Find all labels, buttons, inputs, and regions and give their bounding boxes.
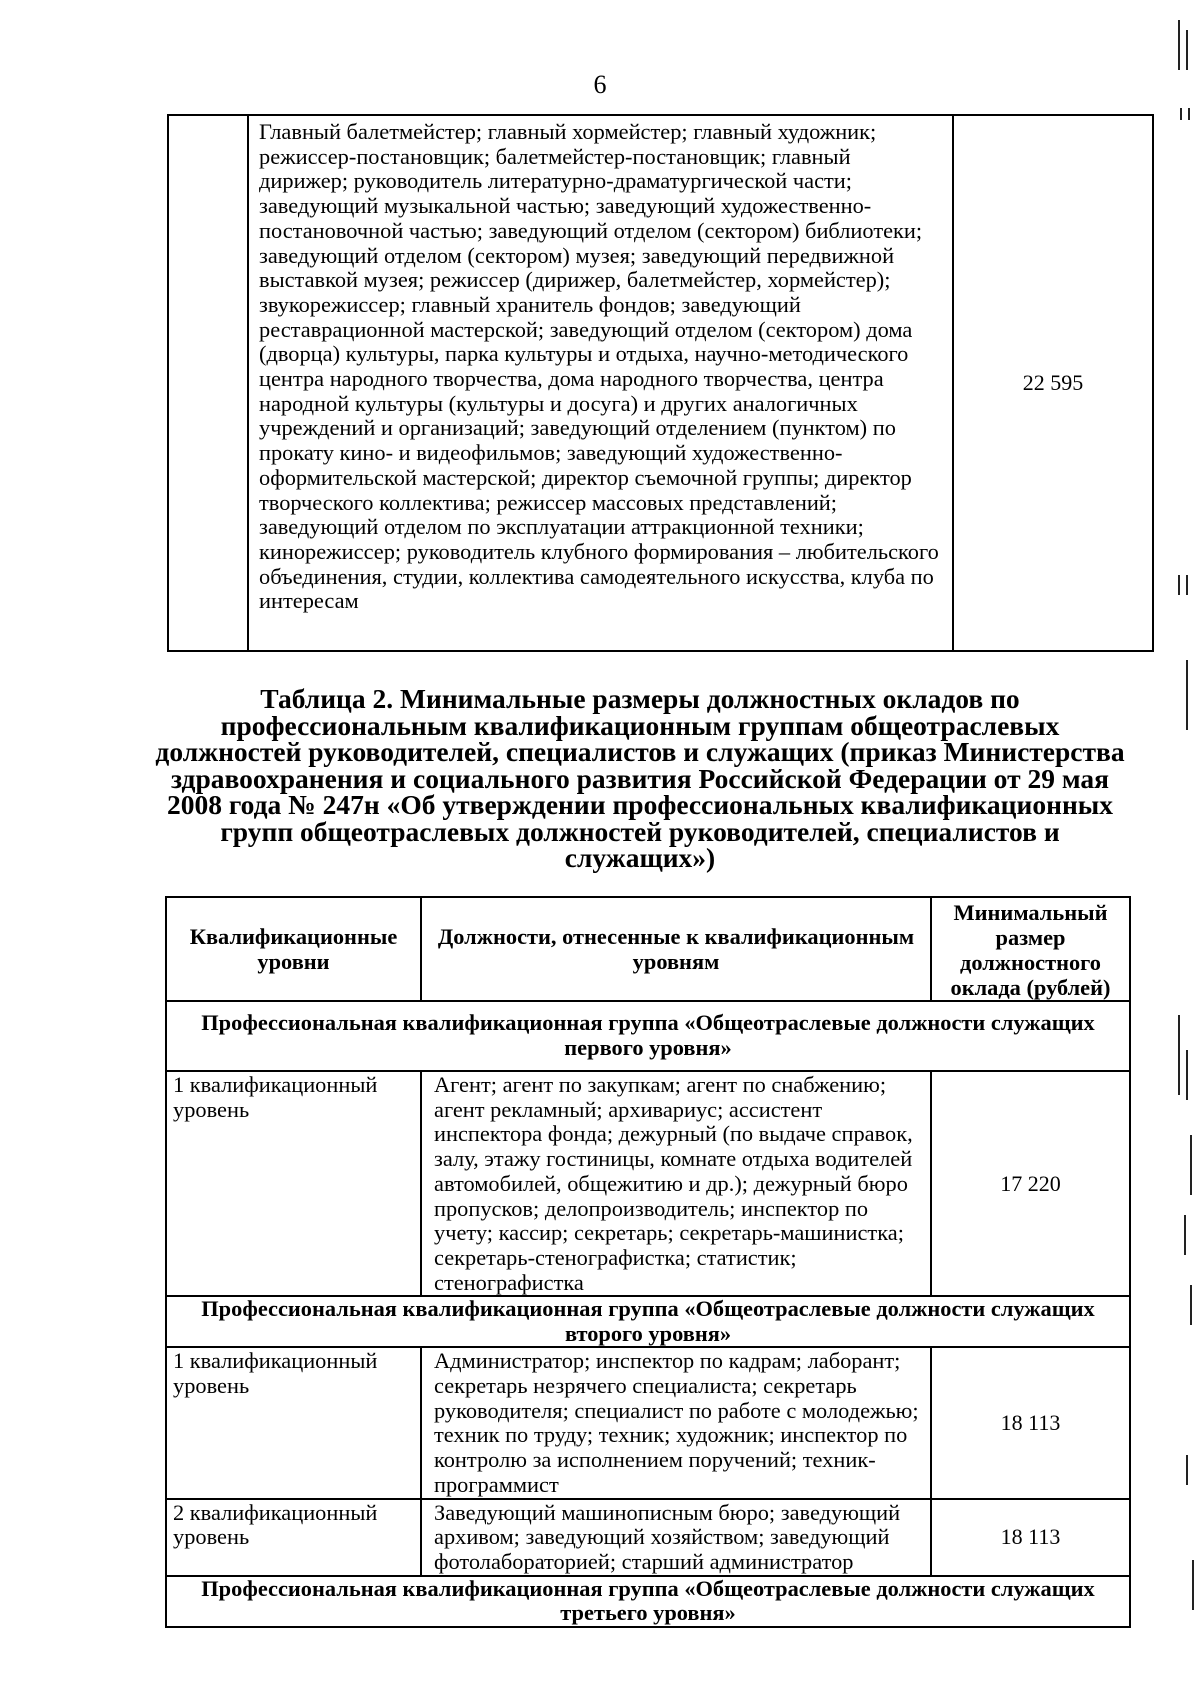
scan-mark (1186, 660, 1188, 730)
salary-cell: 18 113 (931, 1347, 1130, 1498)
scan-mark (1178, 20, 1180, 70)
scan-mark (1190, 1285, 1192, 1325)
page-number: 6 (593, 70, 607, 99)
salary-cell: 18 113 (931, 1499, 1130, 1576)
group-title: Профессиональная квалификационная группа «Общеотраслевые должности служащих первого уровня» (166, 1001, 1130, 1071)
salary-cell: 22 595 (953, 115, 1153, 651)
scan-mark (1190, 1135, 1192, 1195)
group-title: Профессиональная квалификационная группа «Общеотраслевые должности служащих второго уровня» (166, 1296, 1130, 1347)
level-cell: 1 квалификационный уровень (166, 1347, 421, 1498)
scan-mark (1178, 1015, 1180, 1095)
positions-cell: Заведующий машинописным бюро; заведующий архивом; заведующий хозяйством; заведующий фотолабораторией; старший администратор (421, 1499, 931, 1576)
scan-mark (1178, 575, 1180, 595)
table-row (166, 1071, 1130, 1296)
positions-cell: Агент; агент по закупкам; агент по снабжению; агент рекламный; архивариус; ассистент инспектора фонда; дежурный (по выдаче справок, залу, этажу гостиницы, комнате отдыха водителей автомобилей, общежитию и др.); дежурный бюро пропусков; делопроизводитель; инспектор по учету; кассир; секретарь; секретарь-машинистка; секретарь-стенографистка; статистик; стенографистка (421, 1071, 931, 1296)
header-salary: Минимальный размер должностного оклада (рублей) (931, 897, 1130, 1001)
scan-mark (1186, 1050, 1188, 1100)
positions-cell: Главный балетмейстер; главный хормейстер; главный художник; режиссер-постановщик; балетмейстер-постановщик; главный дирижер; руководитель литературно-драматургической части; заведующий музыкальной частью; заведующий художественно-постановочной частью; заведующий отделом (сектором) библиотеки; заведующий отделом (сектором) музея; заведующий передвижной выставкой музея; режиссер (дирижер, балетмейстер, хормейстер); звукорежиссер; главный хранитель фондов; заведующий реставрационной мастерской; заведующий отделом (сектором) дома (дворца) культуры, парка культуры и отдыха, научно-методического центра народного творчества, дома народного творчества, центра народной культуры (культуры и досуга) и других аналогичных учреждений и организаций; заведующий отделением (пунктом) по прокату кино- и видеофильмов; заведующий художественно-оформительской мастерской; директор съемочной группы; директор творческого коллектива; режиссер массовых представлений; заведующий отделом по эксплуатации аттракционной техники; кинорежиссер; руководитель клубного формирования – любительского объединения, студии, коллектива самодеятельного искусства, клуба по интересам (248, 115, 953, 651)
scan-mark (1184, 1215, 1186, 1255)
level-cell: 1 квалификационный уровень (166, 1071, 421, 1296)
level-cell: 2 квалификационный уровень (166, 1499, 421, 1576)
salary-cell: 17 220 (931, 1071, 1130, 1296)
continuation-table (167, 114, 1154, 652)
header-levels: Квалификационные уровни (166, 897, 421, 1001)
scan-mark (1180, 108, 1182, 120)
salary-table (165, 896, 1131, 1628)
scan-mark (1188, 108, 1190, 120)
level-cell (168, 115, 248, 651)
group-title: Профессиональная квалификационная группа «Общеотраслевые должности служащих третьего уровня» (166, 1576, 1130, 1627)
group-row (166, 1576, 1130, 1627)
scan-mark (1186, 1455, 1188, 1485)
scan-mark (1186, 575, 1188, 595)
table-row (166, 1499, 1130, 1576)
scan-mark (1192, 1560, 1194, 1610)
table-row (166, 1347, 1130, 1498)
table-caption: Таблица 2. Минимальные размеры должностных окладов по профессиональным квалификационным группам общеотраслевых должностей руководителей, специалистов и служащих (приказ Министерства здравоохранения и социального развития Российской Федерации от 29 мая 2008 года № 247н «Об утверждении профессиональных квалификационных групп общеотраслевых должностей руководителей, специалистов и служащих») (155, 683, 1125, 873)
header-row (166, 897, 1130, 1001)
scan-mark (1186, 30, 1188, 70)
group-row (166, 1001, 1130, 1071)
table-row (168, 115, 1153, 651)
group-row (166, 1296, 1130, 1347)
header-positions: Должности, отнесенные к квалификационным уровням (421, 897, 931, 1001)
positions-cell: Администратор; инспектор по кадрам; лаборант; секретарь незрячего специалиста; секретарь руководителя; специалист по работе с молодежью; техник по труду; техник; художник; инспектор по контролю за исполнением поручений; техник-программист (421, 1347, 931, 1498)
